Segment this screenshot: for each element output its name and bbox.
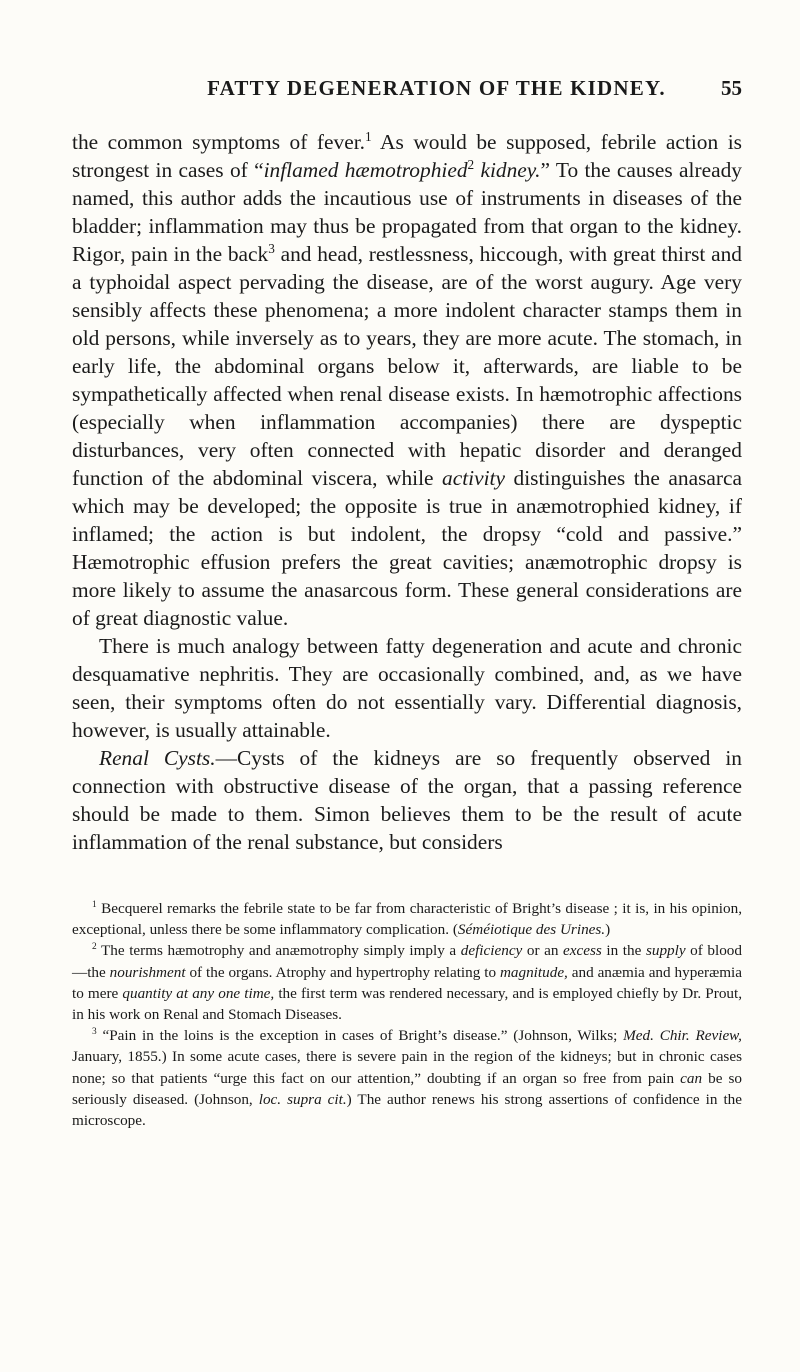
- emphasis: nourishment: [109, 963, 186, 981]
- emphasis: loc. supra cit.: [258, 1090, 347, 1108]
- emphasis: activity: [442, 466, 505, 490]
- footnote-3: [72, 1025, 742, 1131]
- page-number: 55: [721, 76, 742, 100]
- running-head: [72, 76, 742, 101]
- footnote-1: [72, 898, 742, 940]
- text-run: ” To the causes already named, this author adds the incautious use of instruments in diseases of the bladder; inflammation may thus be propagated from that organ to the kidney. Rigor, pain in the back: [72, 158, 742, 266]
- text-run: Becquerel remarks the febrile state to be far from characteristic of Bright’s disease ; it is, in his opinion, exceptional, unless there be some inflammatory complication. (: [72, 900, 742, 939]
- footnote-ref-1: 1: [365, 128, 372, 144]
- section-heading: Renal Cysts.: [99, 746, 216, 770]
- text-run: and anæmia and hyperæmia to mere: [72, 963, 742, 1002]
- emphasis: deficiency: [460, 942, 523, 960]
- footnote-2: [72, 940, 742, 1025]
- text-run: the first term was rendered necessary, and is employed chiefly by Dr. Prout, in his work on Renal and Stomach Diseases.: [72, 984, 743, 1024]
- emphasis: Séméiotique des Urines.: [457, 921, 606, 939]
- emphasis: inflamed hæmotrophied: [263, 158, 468, 182]
- text-run: ) The author renews his strong assertions of confidence in the microscope.: [72, 1090, 742, 1130]
- text-run: The terms hæmotrophy and anæmotrophy simply imply a: [96, 942, 461, 960]
- text-run: As would be supposed, febrile action is strongest in cases of “: [72, 130, 743, 182]
- text-run: —Cysts of the kidneys are so frequently observed in connection with obstructive disease of the organ, that a passing reference should be made to them. Simon believes them to be the result of acute inflammation of the renal substance, but considers: [72, 746, 742, 854]
- text-run: the common symptoms of fever.: [72, 130, 366, 154]
- emphasis: Med. Chir. Review,: [623, 1027, 742, 1045]
- footnote-mark: 2: [92, 942, 97, 953]
- emphasis: excess: [563, 942, 602, 960]
- emphasis: quantity at any one time,: [122, 984, 275, 1002]
- emphasis: magnitude,: [499, 963, 568, 981]
- paragraph-fever: [72, 128, 742, 632]
- text-run: of blood—the: [72, 942, 742, 981]
- footnote-ref-3: 3: [268, 240, 275, 256]
- text-run: in the: [601, 942, 646, 960]
- text-run: be so seriously diseased. (Johnson,: [72, 1069, 743, 1108]
- emphasis: can: [680, 1069, 703, 1087]
- text-run: of the organs. Atrophy and hypertrophy relating to: [185, 963, 500, 981]
- footnote-mark: 3: [92, 1027, 97, 1038]
- paragraph-analogy: There is much analogy between fatty degeneration and acute and chronic desquamative nephritis. They are occasionally combined, and, as we have seen, their symptoms often do not essentially vary. Differential diagnosis, however, is usually attainable.: [72, 634, 742, 742]
- text-run: ): [605, 921, 611, 939]
- running-head-title: FATTY DEGENERATION OF THE KIDNEY.: [207, 76, 666, 100]
- text-run: January, 1855.) In some acute cases, there is severe pain in the region of the kidneys; but in chronic cases none; so that patients “urge this fact on our attention,” doubting if an organ so free from pain: [72, 1048, 742, 1087]
- text-run: and head, restlessness, hiccough, with great thirst and a typhoidal aspect pervading the disease, are of the worst augury. Age very sensibly affects these phenomena; a more indolent character stamps them in old persons, while inversely as to years, they are more acute. The stomach, in early life, the abdominal organs below it, afterwards, are liable to be sympathetically affected when renal disease exists. In hæmotrophic affections (especially when inflammation accompanies) there are dyspeptic disturbances, very often connected with hepatic disorder and deranged function of the abdominal viscera, while: [72, 242, 742, 490]
- body-text: [72, 128, 742, 856]
- text-run: or an: [522, 942, 564, 960]
- footnotes: [72, 898, 742, 1131]
- text-run: “Pain in the loins is the exception in cases of Bright’s disease.” (Johnson, Wilks;: [96, 1027, 624, 1045]
- paragraph-renal-cysts: [72, 744, 742, 856]
- footnote-ref-2: 2: [467, 156, 475, 172]
- footnote-mark: 1: [92, 899, 97, 910]
- text-run: distinguishes the anasarca which may be developed; the opposite is true in anæmotrophied kidney, if inflamed; the action is but indolent, the dropsy “cold and passive.” Hæmotrophic effusion prefers the great cavities; anæmotrophic dropsy is more likely to assume the anasarcous form. These general considerations are of great diagnostic value.: [72, 466, 742, 630]
- emphasis: supply: [645, 942, 686, 960]
- emphasis: kidney.: [474, 158, 541, 182]
